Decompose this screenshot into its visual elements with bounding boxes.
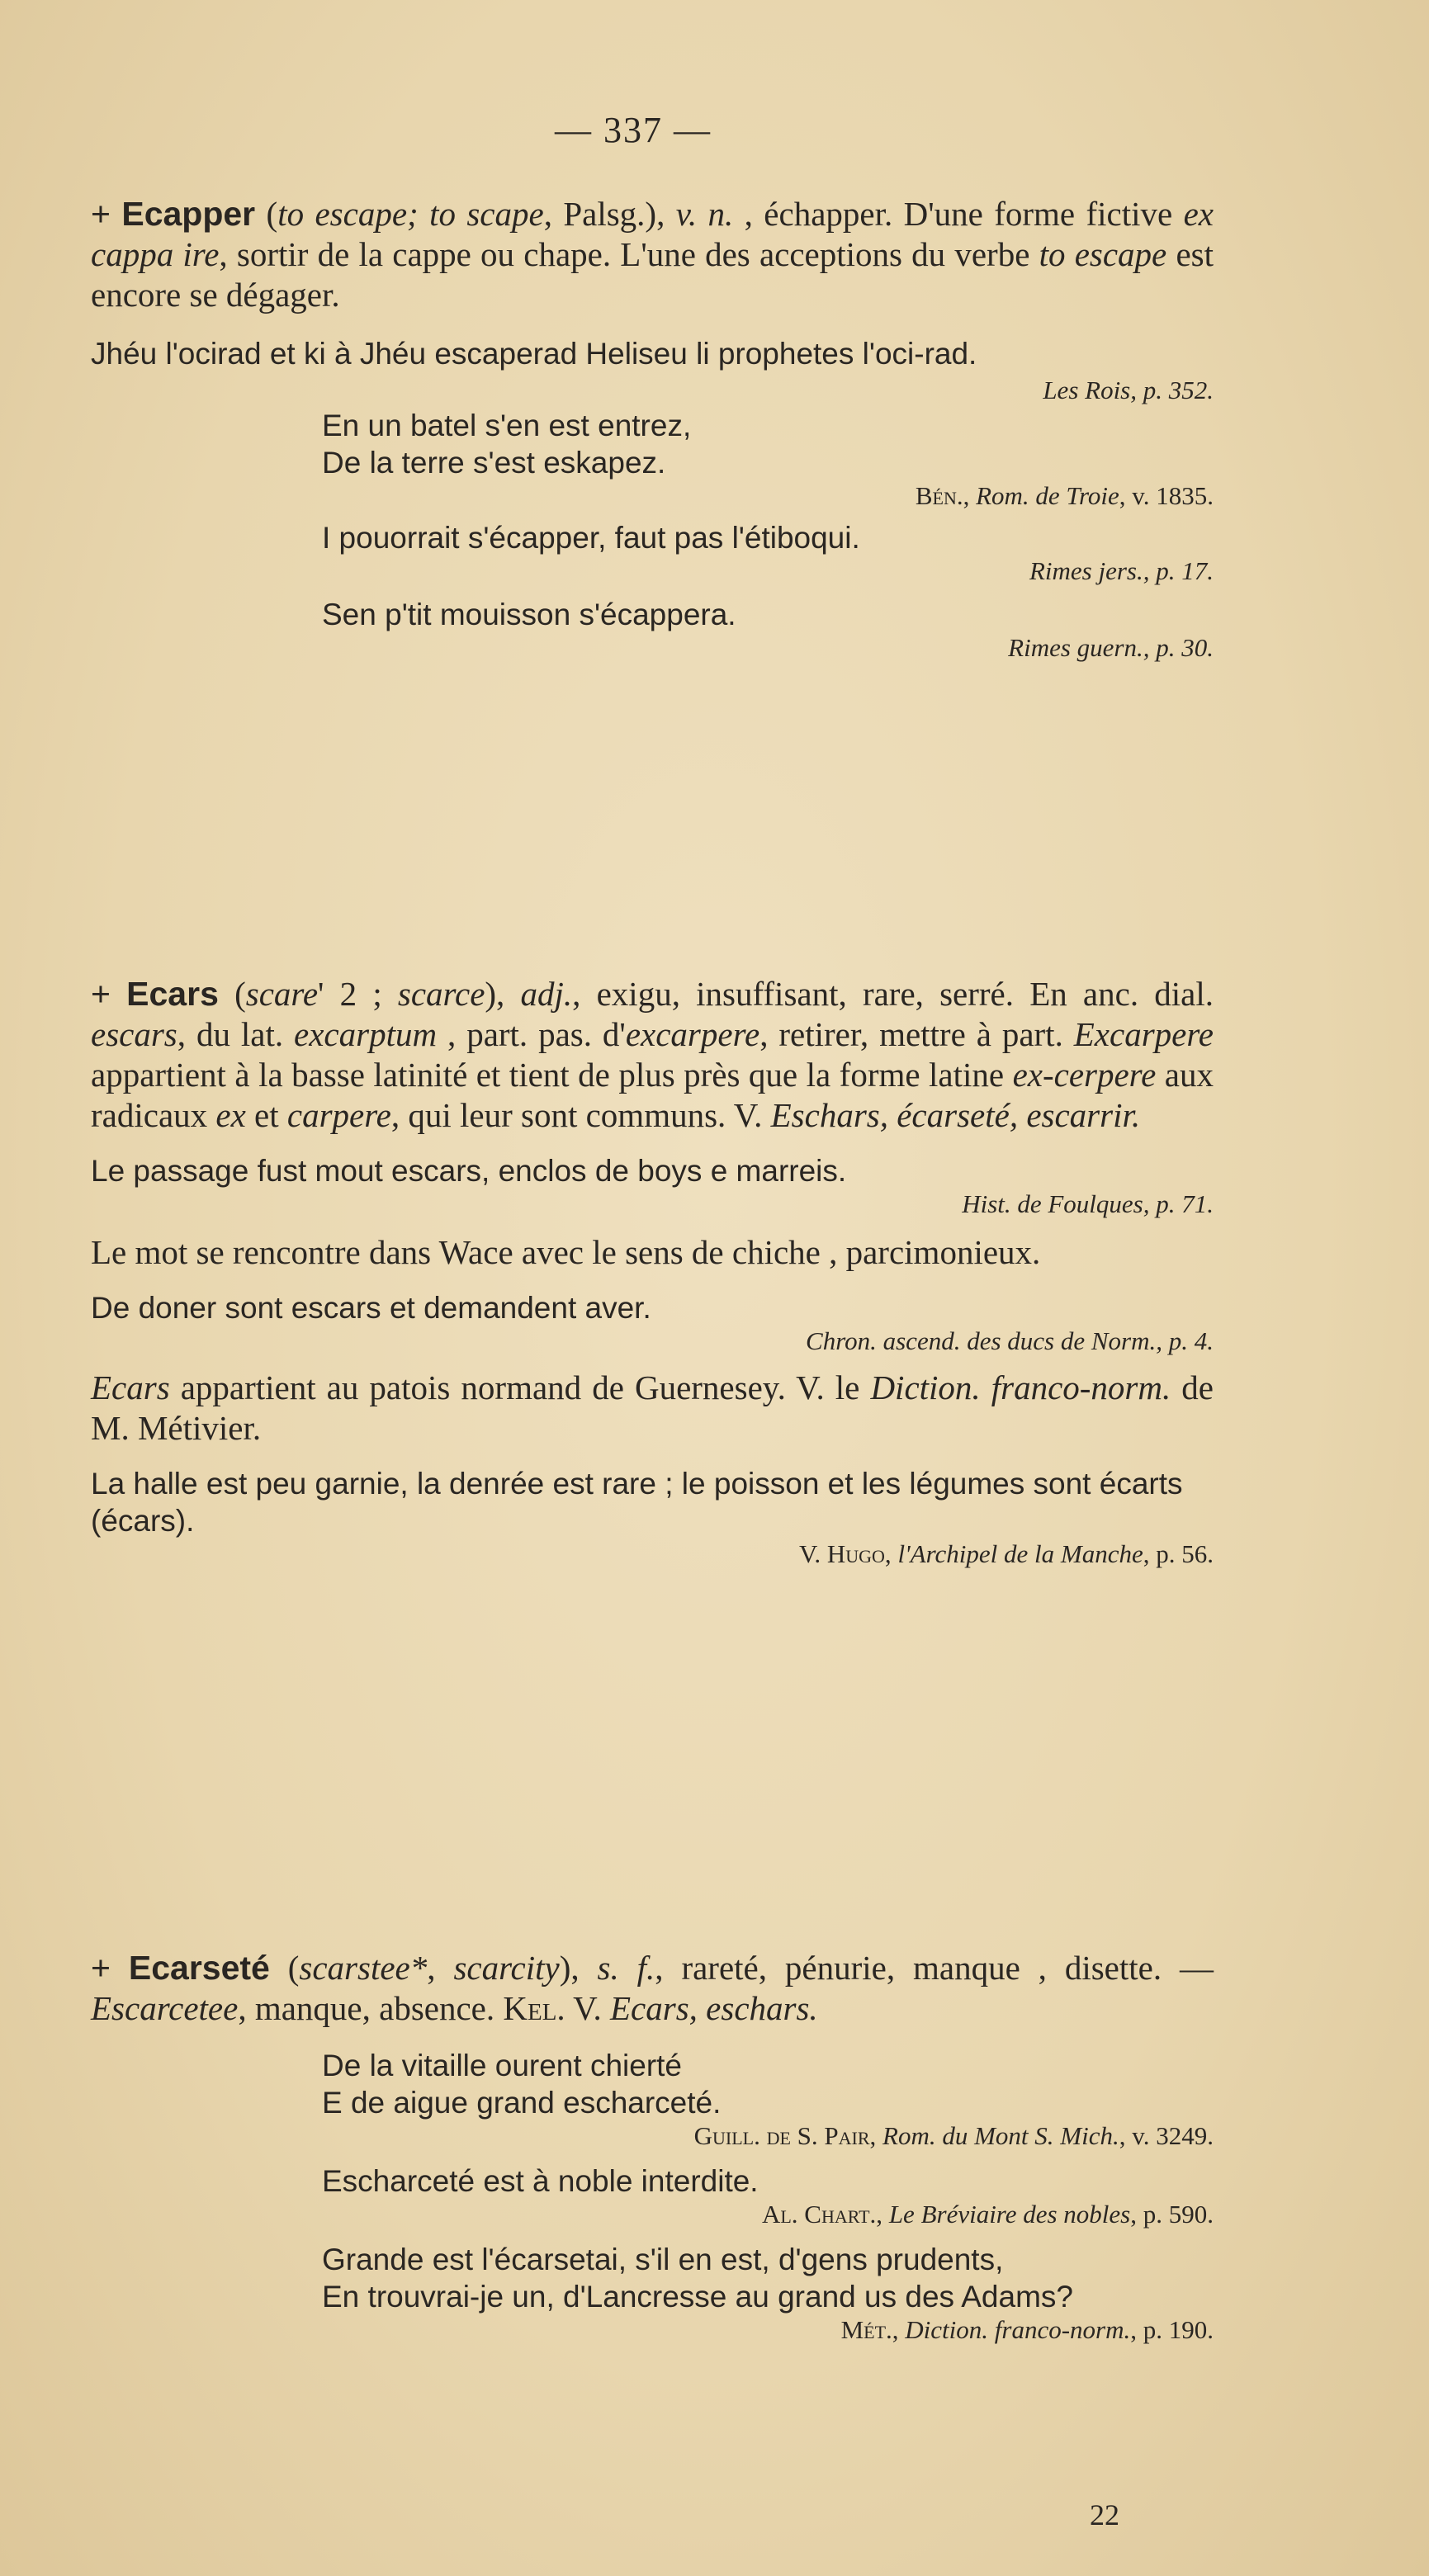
- cross-mark: +: [91, 195, 111, 233]
- verse-line: De la vitaille ourent chierté: [322, 2049, 682, 2082]
- note-text: de M. Métivier.: [91, 1368, 1214, 1447]
- source-author: Al. Chart.,: [761, 2200, 889, 2229]
- entry-ecars: [91, 974, 1214, 1569]
- definition-text: aux radicaux: [91, 1056, 1214, 1134]
- source-citation: Bén., Rom. de Troie, v. 1835.: [915, 481, 1214, 510]
- form: ex cappa ire: [91, 195, 1214, 273]
- source-title: l'Archipel de la Manche: [897, 1539, 1143, 1568]
- quotation: De doner sont escars et demandent aver.: [91, 1291, 651, 1325]
- verse-quotation: [322, 2047, 1214, 2121]
- etymology: scarce: [397, 975, 485, 1013]
- note: Le mot se rencontre dans Wace avec le sens de chiche , parcimonieux.: [91, 1233, 1041, 1271]
- source-citation: [91, 556, 1214, 586]
- verse-line: E de aigue grand escharceté.: [322, 2086, 722, 2120]
- cross-mark: +: [91, 975, 111, 1013]
- source-title: Rimes jers., p. 17.: [1029, 556, 1214, 585]
- source-title: Le Bréviaire des nobles: [888, 2200, 1131, 2229]
- source-ref: , v. 3249.: [1119, 2121, 1214, 2150]
- definition-text: , rareté, pénurie, manque , disette. —: [655, 1949, 1214, 1987]
- etymology-text: ),: [485, 975, 521, 1013]
- source-citation: [91, 633, 1214, 663]
- form: to escape: [1039, 235, 1167, 273]
- form: ex-cerpere: [1012, 1056, 1157, 1094]
- source-author: Guill. de S. Pair,: [693, 2121, 883, 2150]
- headword: Ecarseté: [128, 1949, 270, 1987]
- form: Escarcetee: [91, 1989, 239, 2027]
- source-citation: [91, 2315, 1214, 2345]
- source-author: Mét.,: [840, 2315, 906, 2344]
- source-citation: [91, 1539, 1214, 1569]
- headword: Ecapper: [121, 195, 256, 233]
- source-ref: , p. 56.: [1143, 1539, 1214, 1568]
- etymology: scarstee*: [299, 1949, 428, 1987]
- source-citation: [91, 1189, 1214, 1219]
- definition-text: appartient à la basse latinité et tient de plus près que la forme latine: [91, 1056, 1013, 1094]
- etymology-text: ' 2 ;: [318, 975, 398, 1013]
- source-citation: [91, 1326, 1214, 1356]
- form: Excarpere: [1073, 1015, 1214, 1053]
- part-of-speech: v. n.: [675, 195, 734, 233]
- entry-ecarsete: [91, 1948, 1214, 2345]
- source-author: V. Hugo,: [798, 1539, 898, 1568]
- entry-ecapper: [91, 194, 1214, 663]
- etymology: to escape; to scape: [277, 195, 544, 233]
- headword: Ecars: [126, 975, 219, 1013]
- quotation: La halle est peu garnie, la denrée est rare ; le poisson et les légumes sont écarts (écars).: [91, 1467, 1183, 1538]
- part-of-speech: adj.: [520, 975, 573, 1013]
- definition-text: , du lat.: [177, 1015, 295, 1053]
- definition-text: , part. pas. d': [437, 1015, 626, 1053]
- source-ref: , p. 190.: [1130, 2315, 1214, 2344]
- source-ref: , p. 590.: [1130, 2200, 1214, 2229]
- etymology-text: ,: [427, 1949, 454, 1987]
- form: Ecars, eschars.: [610, 1989, 818, 2027]
- verse-line: De la terre s'est eskapez.: [322, 446, 666, 480]
- source-citation: [91, 2121, 1214, 2151]
- source-ref: , v. 1835.: [1119, 481, 1214, 510]
- etymology-source: , Palsg.),: [543, 195, 676, 233]
- abbreviation: Kel.: [503, 1989, 565, 2027]
- quotation: Jhéu l'ocirad et ki à Jhéu escaperad Heliseu li prophetes l'oci-rad.: [91, 337, 977, 371]
- source-title: Les Rois, p. 352.: [1043, 376, 1214, 404]
- source-title: Chron. ascend. des ducs de Norm., p. 4.: [806, 1326, 1214, 1355]
- verse-line: Grande est l'écarsetai, s'il en est, d'gens prudents,: [322, 2243, 1004, 2276]
- form: Ecars: [91, 1368, 170, 1406]
- source-title: Hist. de Foulques, p. 71.: [962, 1189, 1214, 1218]
- definition-text: est encore se dégager.: [91, 235, 1214, 314]
- cross-mark: +: [91, 1949, 111, 1987]
- etymology: scare: [245, 975, 319, 1013]
- paren-open: (: [255, 195, 278, 233]
- definition-text: , qui leur sont communs. V.: [390, 1096, 771, 1134]
- verse-line: En trouvrai-je un, d'Lancresse au grand us des Adams?: [322, 2280, 1073, 2314]
- form: excarptum: [294, 1015, 438, 1053]
- source-author: Bén.: [915, 481, 963, 510]
- quotation: Escharceté est à noble interdite.: [322, 2164, 759, 2198]
- entry-ecars-definition: + Ecars (scare' 2 ; scarce), adj., exigu, insuffisant, rare, serré. En anc. dial. escars, du lat. excarptum , part. pas. d'excarpere, retirer, mettre à part. Excarpere appartient à la basse latinité et tient de plus près que la forme latine ex-cerpere aux radicaux ex et carpere, qui leur sont communs. V. Eschars, écarseté, escarrir.: [91, 975, 1214, 1134]
- source-citation: [91, 2200, 1214, 2229]
- quotation: I pouorrait s'écapper, faut pas l'étiboqui.: [322, 521, 860, 555]
- definition-text: et: [245, 1096, 287, 1134]
- definition-text: , retirer, mettre à part.: [759, 1015, 1074, 1053]
- verse-quotation: [322, 2241, 1214, 2315]
- form: carpere: [286, 1096, 391, 1134]
- source-citation: [91, 376, 1214, 405]
- entry-ecarsete-definition: + Ecarseté (scarstee*, scarcity), s. f., rareté, pénurie, manque , disette. — Escarcetee, manque, absence. Kel. V. Ecars, eschars.: [91, 1949, 1214, 2027]
- definition-text: V.: [565, 1989, 611, 2027]
- note-title: Diction. franco-norm.: [870, 1368, 1171, 1406]
- page-number: — 337 —: [555, 110, 712, 150]
- quotation: Sen p'tit mouisson s'écappera.: [322, 598, 736, 631]
- source-title: Diction. franco-norm.: [905, 2315, 1131, 2344]
- form: escars: [91, 1015, 177, 1053]
- definition-text: , sortir de la cappe ou chape. L'une des acceptions du verbe: [219, 235, 1039, 273]
- form: Eschars, écarseté, escarrir.: [770, 1096, 1141, 1134]
- verse-quotation: [322, 407, 1214, 481]
- definition-text: , exigu, insuffisant, rare, serré. En anc. dial.: [572, 975, 1214, 1013]
- etymology-text: ),: [559, 1949, 598, 1987]
- source-title: Rom. de Troie: [976, 481, 1119, 510]
- note: [91, 1368, 1214, 1449]
- definition-text: , manque, absence.: [238, 1989, 504, 2027]
- form: ex: [215, 1096, 246, 1134]
- form: excarpere: [625, 1015, 760, 1053]
- note-text: appartient au patois normand de Guernesey. V. le: [169, 1368, 871, 1406]
- source-title: Rimes guern., p. 30.: [1008, 633, 1214, 662]
- verse-line: En un batel s'en est entrez,: [322, 409, 692, 442]
- source-title: Rom. du Mont S. Mich.: [882, 2121, 1119, 2150]
- part-of-speech: s. f.: [597, 1949, 655, 1987]
- definition-text: , échapper. D'une forme fictive: [733, 195, 1184, 233]
- signature-mark: 22: [1090, 2498, 1119, 2531]
- quotation: Le passage fust mout escars, enclos de boys e marreis.: [91, 1154, 847, 1188]
- etymology: scarcity: [453, 1949, 560, 1987]
- entry-ecapper-definition: [91, 194, 1214, 315]
